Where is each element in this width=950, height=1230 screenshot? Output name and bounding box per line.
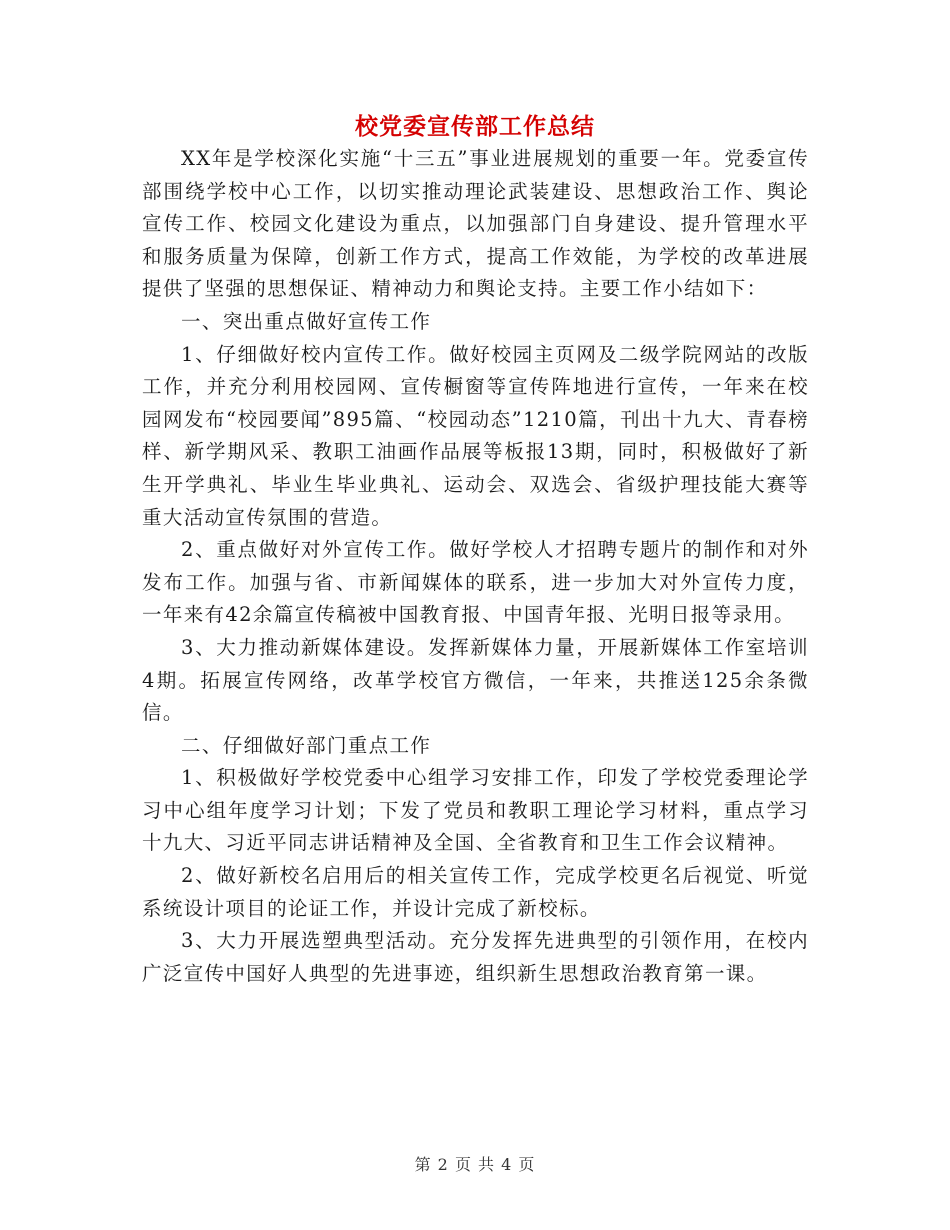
paragraph-2-2: 2、做好新校名启用后的相关宣传工作，完成学校更名后视觉、听觉系统设计项目的论证工作，并设计完成了新校标。 <box>142 864 809 920</box>
section-heading-1: 一、突出重点做好宣传工作 <box>181 309 432 333</box>
section-heading-2: 二、仔细做好部门重点工作 <box>181 733 432 757</box>
paragraph-1-1: 1、仔细做好校内宣传工作。做好校园主页网及二级学院网站的改版工作，并充分利用校园网、宣传橱窗等宣传阵地进行宣传，一年来在校园网发布“校园要闻”895篇、“校园动态”1210篇，刊出十九大、青春榜样、新学期风采、教职工油画作品展等板报13期，同时，积极做好了新生开学典礼、毕业生毕业典礼、运动会、双选会、省级护理技能大赛等重大活动宣传氛围的营造。 <box>142 342 809 529</box>
paragraph-1-2: 2、重点做好对外宣传工作。做好学校人才招聘专题片的制作和对外发布工作。加强与省、市新闻媒体的联系，进一步加大对外宣传力度，一年来有42余篇宣传稿被中国教育报、中国青年报、光明日报等录用。 <box>142 538 809 627</box>
document-body <box>142 143 809 990</box>
paragraph-2-1: 1、积极做好学校党委中心组学习安排工作，印发了学校党委理论学习中心组年度学习计划；下发了党员和教职工理论学习材料，重点学习十九大、习近平同志讲话精神及全国、全省教育和卫生工作会议精神。 <box>142 766 809 855</box>
page-number-footer: 第 2 页 共 4 页 <box>414 1155 536 1174</box>
document-title: 校党委宣传部工作总结 <box>355 113 595 140</box>
paragraph-2-3: 3、大力开展选塑典型活动。充分发挥先进典型的引领作用，在校内广泛宣传中国好人典型的先进事迹，组织新生思想政治教育第一课。 <box>142 929 809 985</box>
paragraph-1-3: 3、大力推动新媒体建设。发挥新媒体力量，开展新媒体工作室培训4期。拓展宣传网络，改革学校官方微信，一年来，共推送125余条微信。 <box>142 635 809 725</box>
paragraph-intro: XX年是学校深化实施“十三五”事业进展规划的重要一年。党委宣传部围绕学校中心工作，以切实推动理论武装建设、思想政治工作、舆论宣传工作、校园文化建设为重点，以加强部门自身建设、提升管理水平和服务质量为保障，创新工作方式，提高工作效能，为学校的改革进展提供了坚强的思想保证、精神动力和舆论支持。主要工作小结如下： <box>142 147 809 301</box>
